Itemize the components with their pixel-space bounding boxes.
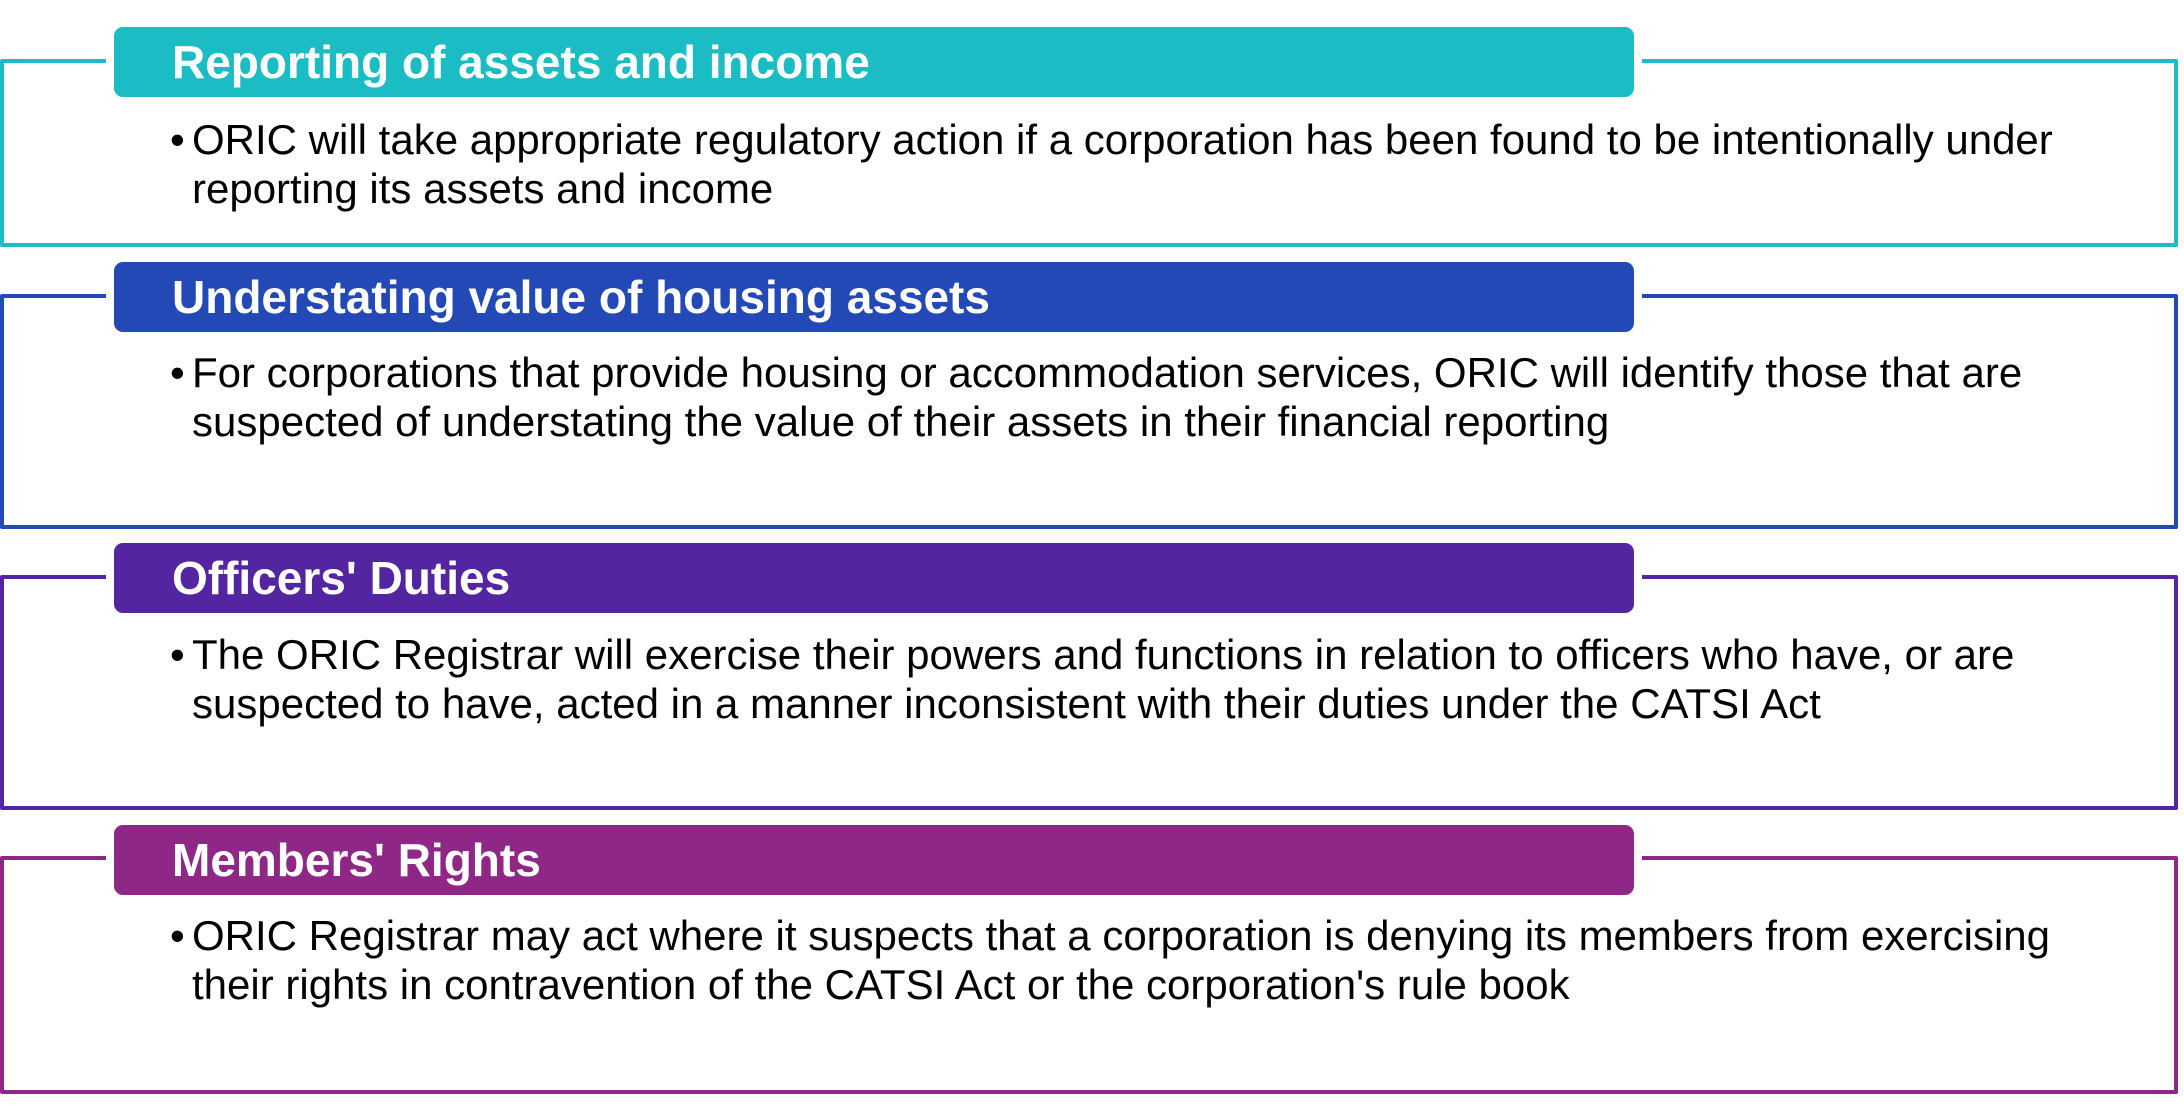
bullet-text: ORIC Registrar may act where it suspects that a corporation is denying its members from exercising their rights in contravention of the CATSI Act or the corporation's rule book xyxy=(192,912,2051,1008)
bullet-dot: • xyxy=(170,116,185,163)
section-header: Officers' Duties xyxy=(114,543,1634,613)
bullet-dot: • xyxy=(170,912,185,959)
bullet-text: For corporations that provide housing or accommodation services, ORIC will identify those that are suspected of understating the value of their assets in their financial reporting xyxy=(192,349,2023,445)
bullet-text: The ORIC Registrar will exercise their powers and functions in relation to officers who have, or are suspected to have, acted in a manner inconsistent with their duties under the CATSI Act xyxy=(192,631,2015,727)
section-body xyxy=(170,115,2130,213)
bullet-text: ORIC will take appropriate regulatory action if a corporation has been found to be intentionally under reporting its assets and income xyxy=(192,116,2053,212)
section-body xyxy=(170,911,2130,1009)
bullet-dot: • xyxy=(170,349,185,396)
bullet-item xyxy=(170,115,2130,213)
bullet-item xyxy=(170,630,2130,728)
section-header: Members' Rights xyxy=(114,825,1634,895)
section-body xyxy=(170,348,2130,446)
bullet-item xyxy=(170,348,2130,446)
section-body xyxy=(170,630,2130,728)
bullet-dot: • xyxy=(170,631,185,678)
bullet-item xyxy=(170,911,2130,1009)
section-header: Understating value of housing assets xyxy=(114,262,1634,332)
section-header: Reporting of assets and income xyxy=(114,27,1634,97)
